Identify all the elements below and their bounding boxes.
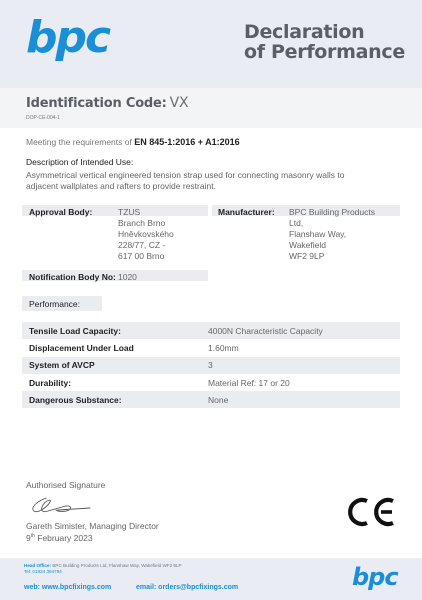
manufacturer-address [289, 207, 375, 262]
approval-body-address [118, 207, 174, 262]
signature-label: Authorised Signature [26, 480, 106, 490]
manufacturer-label: Manufacturer: [218, 207, 275, 217]
manufacturer-line: Ltd, [289, 218, 304, 228]
footer-office [24, 563, 182, 568]
notification-body-label: Notification Body No: [29, 272, 116, 282]
performance-key: Dangerous Substance: [29, 394, 122, 405]
intended-use-line-1: Asymmetrical vertical engineered tension strap used for connecting masonry walls to [26, 170, 345, 180]
signature-date [26, 533, 93, 543]
title-line-2: of Performance [244, 41, 405, 63]
table-row [22, 339, 400, 356]
performance-value: None [208, 394, 229, 405]
date-rest: February 2023 [34, 533, 93, 543]
date-suffix: th [30, 533, 35, 540]
performance-value: 1.60mm [208, 342, 239, 353]
table-row [22, 322, 400, 339]
table-row [22, 374, 400, 391]
title-line-1: Declaration [244, 21, 365, 43]
identification-value: VX [169, 95, 189, 111]
footer-office-label: Head Office: [24, 563, 52, 568]
identification-label: Identification Code: [26, 96, 167, 111]
document-reference: DOP-CE-004-1 [26, 115, 60, 121]
approval-body-label: Approval Body: [29, 207, 93, 217]
performance-key: Durability: [29, 377, 72, 388]
footer-website-link[interactable]: web: www.bpcfixings.com [24, 584, 112, 591]
notification-body-value: 1020 [118, 272, 137, 282]
requirements-prefix: Meeting the requirements of [26, 137, 135, 147]
intended-use-line-2: adjacent wallplates and rafters to provide restraint. [26, 181, 216, 191]
performance-value: 4000N Characteristic Capacity [208, 325, 323, 336]
manufacturer-line: BPC Building Products [289, 207, 375, 217]
table-row [22, 391, 400, 408]
manufacturer-line: Wakefield [289, 240, 327, 250]
approval-line: 228/77, CZ - [118, 240, 166, 250]
approval-line: Branch Brno [118, 218, 166, 228]
date-day: 9 [26, 533, 31, 543]
signatory-name: Gareth Simister, Managing Director [26, 521, 159, 531]
signature-image [28, 494, 98, 518]
performance-value: Material Ref: 17 or 20 [208, 377, 290, 388]
requirements-standard: EN 845-1:2016 + A1:2016 [134, 137, 240, 147]
manufacturer-line: Flanshaw Way, [289, 229, 347, 239]
approval-line: 617 00 Brno [118, 251, 165, 261]
performance-table [22, 322, 400, 408]
performance-value: 3 [208, 360, 213, 371]
performance-key: System of AVCP [29, 360, 95, 371]
ce-mark-icon [348, 495, 398, 529]
footer-bpc-logo: bpc [352, 563, 398, 591]
table-row [22, 357, 400, 374]
footer-office-text: BPC Building Products Ltd, Flanshaw Way, Wakefield WF2 9LP [51, 563, 182, 568]
performance-key: Displacement Under Load [29, 342, 134, 353]
bpc-logo: bpc [26, 12, 110, 63]
approval-line: TZUS [118, 207, 141, 217]
footer-email-link[interactable]: email: orders@bpcfixings.com [136, 584, 239, 591]
requirements-line [26, 137, 240, 147]
document-title [244, 22, 405, 62]
footer-telephone: Tel: 01924 364794 [24, 569, 62, 574]
approval-line: Hněvkovského [118, 229, 174, 239]
intended-use-text [26, 170, 406, 192]
intended-use-title: Description of Intended Use: [26, 157, 134, 167]
performance-key: Tensile Load Capacity: [29, 325, 121, 336]
identification-code [26, 95, 188, 111]
manufacturer-line: WF2 9LP [289, 251, 325, 261]
performance-label: Performance: [29, 299, 81, 309]
